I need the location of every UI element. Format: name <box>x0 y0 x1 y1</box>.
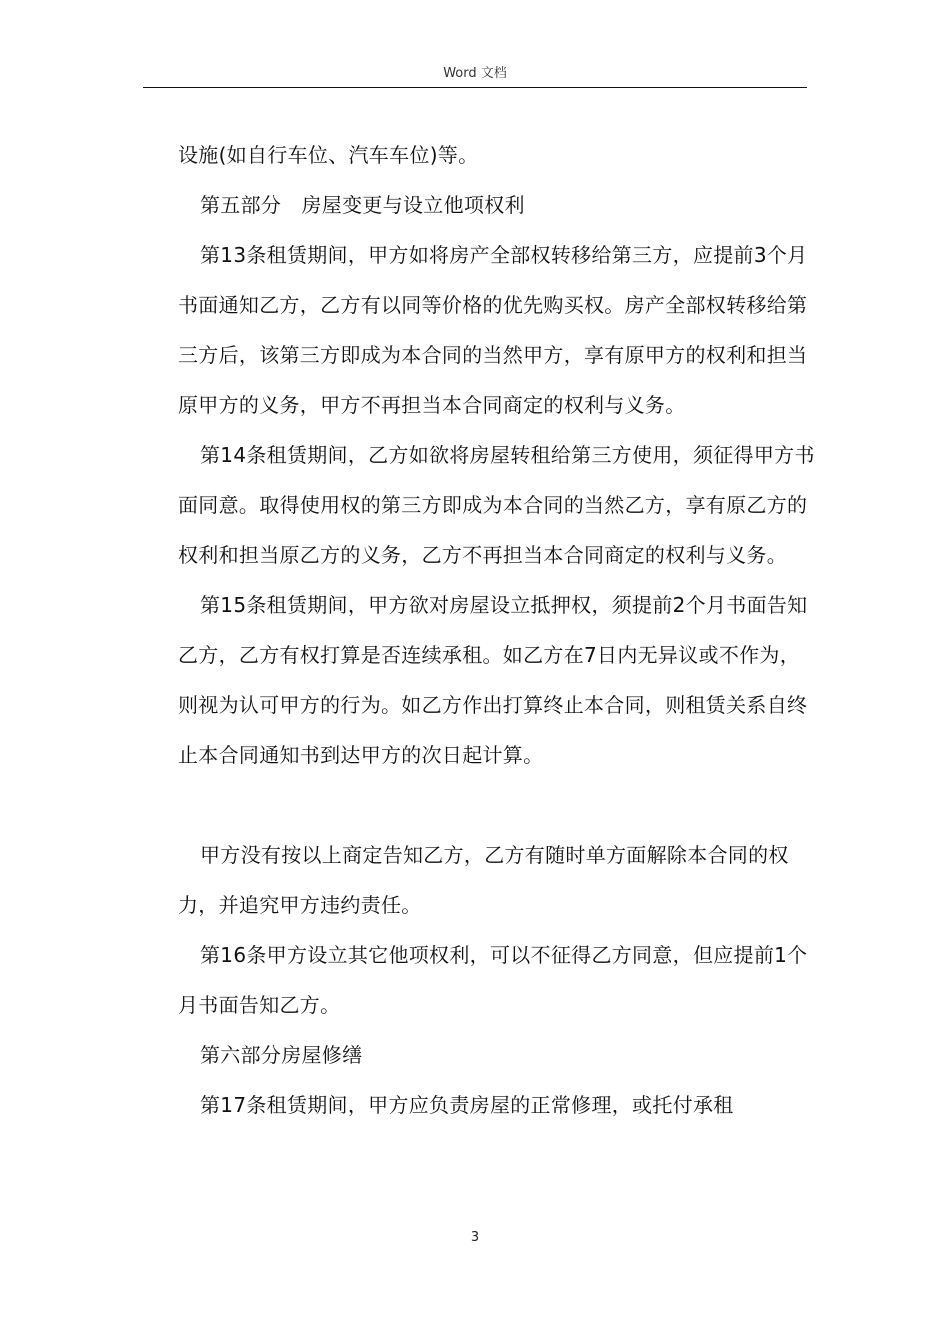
paragraph: 第14条租赁期间，乙方如欲将房屋转租给第三方使用，须征得甲方书面同意。取得使用权的第三方即成为本合同的当然乙方，享有原乙方的权利和担当原乙方的义务，乙方不再担当本合同商定的权利与义务。 <box>178 443 815 567</box>
page-number: 3 <box>470 1230 480 1245</box>
paragraph: 甲方没有按以上商定告知乙方，乙方有随时单方面解除本合同的权力，并追究甲方违约责任。 <box>178 843 789 917</box>
header-divider <box>143 87 807 88</box>
section-heading: 第六部分房屋修缮 <box>200 1043 363 1067</box>
document-body <box>178 130 818 1130</box>
paragraph: 第17条租赁期间，甲方应负责房屋的正常修理，或托付承租 <box>200 1093 734 1117</box>
paragraph: 第13条租赁期间，甲方如将房产全部权转移给第三方，应提前3个月书面通知乙方，乙方有以同等价格的优先购买权。房产全部权转移给第三方后，该第三方即成为本合同的当然甲方，享有原甲方的权利和担当原甲方的义务，甲方不再担当本合同商定的权利与义务。 <box>178 243 808 417</box>
page-header: Word 文档 <box>443 66 507 81</box>
section-heading: 第五部分 房屋变更与设立他项权利 <box>200 193 525 217</box>
paragraph: 设施(如自行车位、汽车车位)等。 <box>178 143 479 167</box>
paragraph: 第15条租赁期间，甲方欲对房屋设立抵押权，须提前2个月书面告知乙方，乙方有权打算是否连续承租。如乙方在7日内无异议或不作为，则视为认可甲方的行为。如乙方作出打算终止本合同，则租赁关系自终止本合同通知书到达甲方的次日起计算。 <box>178 593 808 767</box>
blank-line <box>178 780 818 830</box>
paragraph: 第16条甲方设立其它他项权利，可以不征得乙方同意，但应提前1个月书面告知乙方。 <box>178 943 808 1017</box>
